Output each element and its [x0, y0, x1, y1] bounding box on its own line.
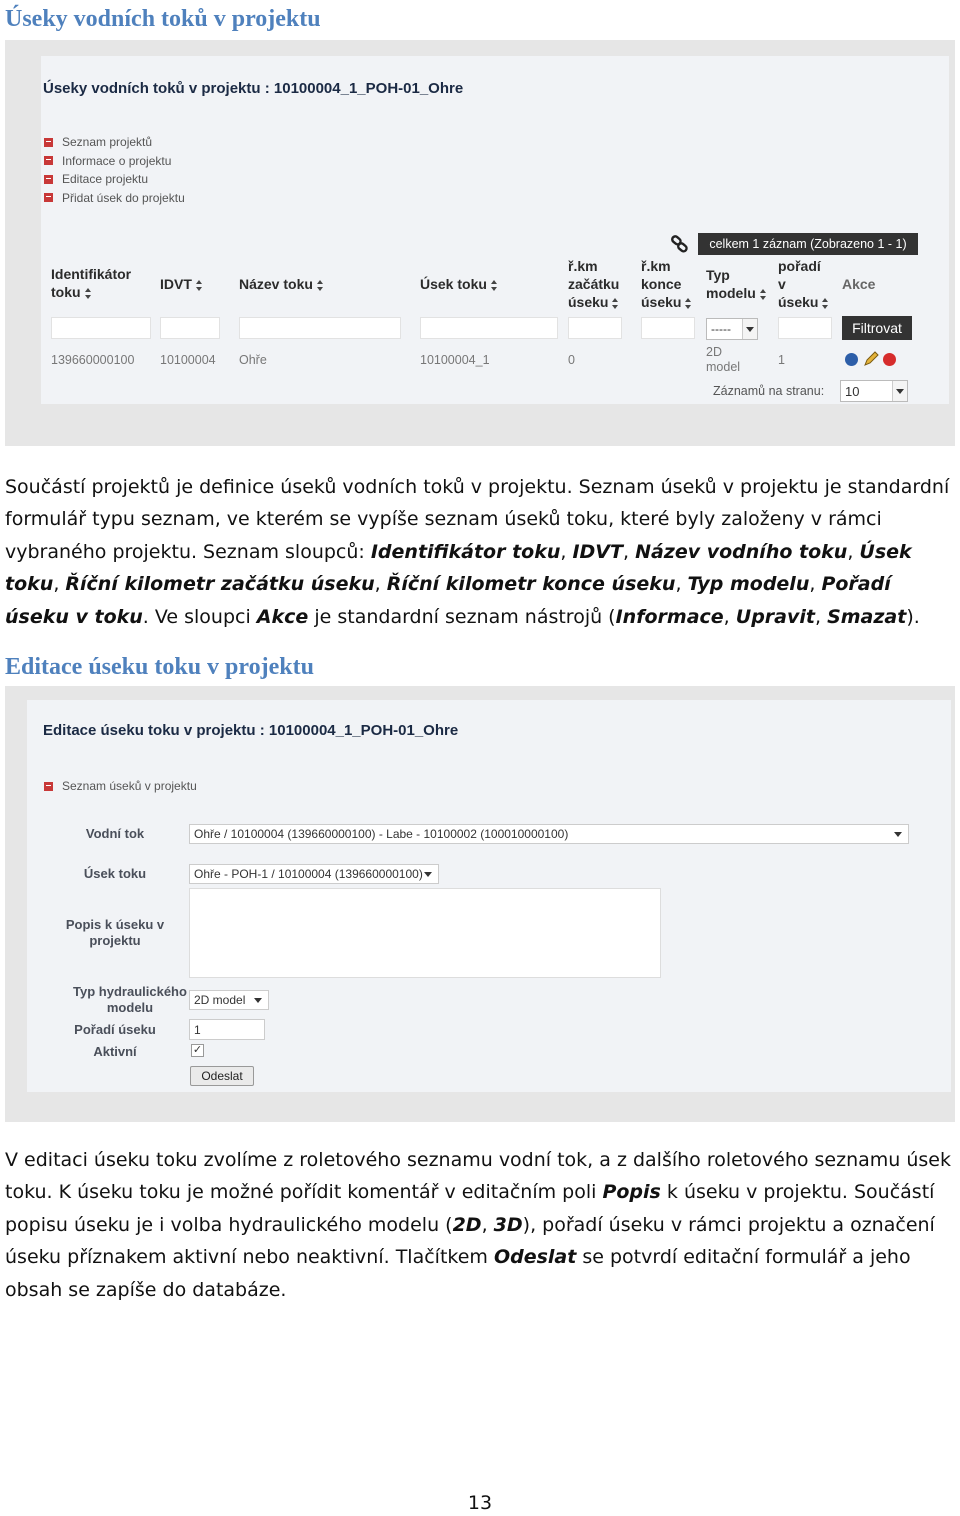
label-poradi: Pořadí úseku: [74, 1022, 156, 1037]
bullet-icon: [44, 175, 53, 184]
nav-pridat-usek[interactable]: Přidat úsek do projektu: [44, 189, 185, 208]
paragraph-edit-description: V editaci úseku toku zvolíme z roletového seznamu vodní tok, a z dalšího roletového seznamu úsek toku. K úseku toku je možné pořídit komentář v editačním poli Popis k úseku v projektu. Součástí popisu úseku je i volba hydraulického modelu (2D, 3D), pořadí úseku v rámci projektu a označení úseku příznakem aktivní nebo neaktivní. Tlačítkem Odeslat se potvrdí editační formulář a jeho obsah se zapíše do databáze.: [5, 1149, 951, 1301]
sort-icon: [85, 288, 92, 299]
aktivni-checkbox[interactable]: ✓: [192, 1044, 203, 1056]
page-number: 13: [467, 1492, 493, 1514]
filter-usek[interactable]: [420, 317, 558, 339]
edit-icon[interactable]: [863, 351, 879, 367]
col-identifikator[interactable]: Identifikátor toku: [51, 266, 132, 300]
filter-nazev[interactable]: [239, 317, 401, 339]
sort-icon: [685, 298, 692, 309]
filter-identifikator[interactable]: [51, 317, 151, 339]
section-heading-list: Úseky vodních toků v projektu: [5, 6, 321, 32]
nav-seznam-useku[interactable]: Seznam úseků v projektu: [44, 777, 197, 796]
label-usek-toku: Úsek toku: [83, 866, 147, 881]
section-heading-edit: Editace úseku toku v projektu: [5, 654, 314, 680]
col-rkm-zacatku[interactable]: ř.km začátku úseku: [568, 258, 620, 310]
per-page-select[interactable]: 10: [840, 380, 908, 402]
chevron-down-icon: [424, 872, 432, 877]
label-typ-modelu: Typ hydraulického modelu: [73, 984, 187, 1015]
edit-nav: [44, 777, 197, 796]
delete-icon[interactable]: [883, 353, 896, 366]
usek-toku-select[interactable]: Ohře - POH-1 / 10100004 (139660000100): [189, 864, 439, 884]
sort-icon: [612, 298, 619, 309]
col-typ-modelu[interactable]: Typ modelu: [706, 266, 767, 302]
col-poradi[interactable]: pořadí v úseku: [778, 257, 829, 311]
sort-icon: [196, 280, 203, 291]
records-summary: celkem 1 záznam (Zobrazeno 1 - 1): [698, 233, 918, 255]
label-vodni-tok: Vodní tok: [85, 826, 145, 841]
col-akce: Akce: [842, 276, 876, 292]
col-nazev[interactable]: Název toku: [239, 275, 324, 293]
sort-icon: [760, 289, 767, 300]
edit-title: Editace úseku toku v projektu : 10100004_1_POH-01_Ohre: [43, 722, 459, 739]
cell-identifikator: 139660000100: [51, 353, 135, 367]
chevron-down-icon: [894, 832, 902, 837]
edit-panel: [27, 700, 951, 1092]
paragraph-list-description: Součástí projektů je definice úseků vodních toků v projektu. Seznam úseků v projektu je standardní formulář typu seznam, ve kterém se vypíše seznam úseků toku, které byly založeny v rámci vybraného projektu. Seznam sloupců: Identifikátor toku, IDVT, Název vodního toku, Úsek toku, Říční kilometr začátku úseku, Říční kilometr konce úseku, Typ modelu, Pořadí úseku v toku. Ve sloupci Akce je standardní seznam nástrojů (Informace, Upravit, Smazat).: [5, 476, 950, 628]
cell-typ: 2D model: [706, 345, 741, 374]
per-page-label: Záznamů na stranu:: [713, 384, 825, 398]
nav-seznam-projektu[interactable]: Seznam projektů: [44, 133, 185, 152]
filter-rkm-zacatku[interactable]: [568, 317, 622, 339]
link-icon[interactable]: [670, 235, 690, 253]
sort-icon: [491, 280, 498, 291]
bullet-icon: [44, 782, 53, 791]
nav-editace-projektu[interactable]: Editace projektu: [44, 170, 185, 189]
cell-nazev: Ohře: [239, 353, 267, 367]
vodni-tok-select[interactable]: Ohře / 10100004 (139660000100) - Labe - 10100002 (100010000100): [189, 824, 909, 844]
list-panel: [41, 56, 949, 404]
filter-rkm-konce[interactable]: [641, 317, 695, 339]
chevron-down-icon: [742, 319, 757, 339]
col-rkm-konce[interactable]: ř.km konce úseku: [641, 257, 692, 311]
cell-rkm-zacatku: 0: [568, 353, 575, 367]
chevron-down-icon: [254, 998, 262, 1003]
filter-typ-select[interactable]: -----: [706, 318, 758, 340]
bullet-icon: [44, 138, 53, 147]
filter-idvt[interactable]: [160, 317, 220, 339]
filter-poradi[interactable]: [778, 317, 832, 339]
label-aktivni: Aktivní: [93, 1044, 137, 1059]
list-nav: [44, 133, 185, 207]
bullet-icon: [44, 193, 53, 202]
popis-textarea[interactable]: [189, 888, 661, 978]
cell-idvt: 10100004: [160, 353, 216, 367]
screenshot-section-edit: [5, 686, 955, 1122]
col-idvt[interactable]: IDVT: [160, 275, 203, 293]
typ-modelu-select[interactable]: 2D model: [189, 990, 269, 1010]
screenshot-section-list: [5, 40, 955, 446]
label-popis: Popis k úseku v projektu: [65, 917, 165, 948]
chevron-down-icon: [892, 381, 907, 401]
sort-icon: [822, 298, 829, 309]
odeslat-button[interactable]: Odeslat: [190, 1066, 254, 1086]
sort-icon: [317, 280, 324, 291]
bullet-icon: [44, 156, 53, 165]
filter-button[interactable]: Filtrovat: [842, 316, 912, 340]
nav-informace-o-projektu[interactable]: Informace o projektu: [44, 152, 185, 171]
poradi-input[interactable]: 1: [189, 1019, 265, 1040]
col-usek[interactable]: Úsek toku: [420, 275, 498, 293]
cell-usek: 10100004_1: [420, 353, 490, 367]
list-title: Úseky vodních toků v projektu : 10100004_1_POH-01_Ohre: [43, 80, 464, 97]
cell-poradi: 1: [778, 353, 785, 367]
info-icon[interactable]: [845, 353, 858, 366]
